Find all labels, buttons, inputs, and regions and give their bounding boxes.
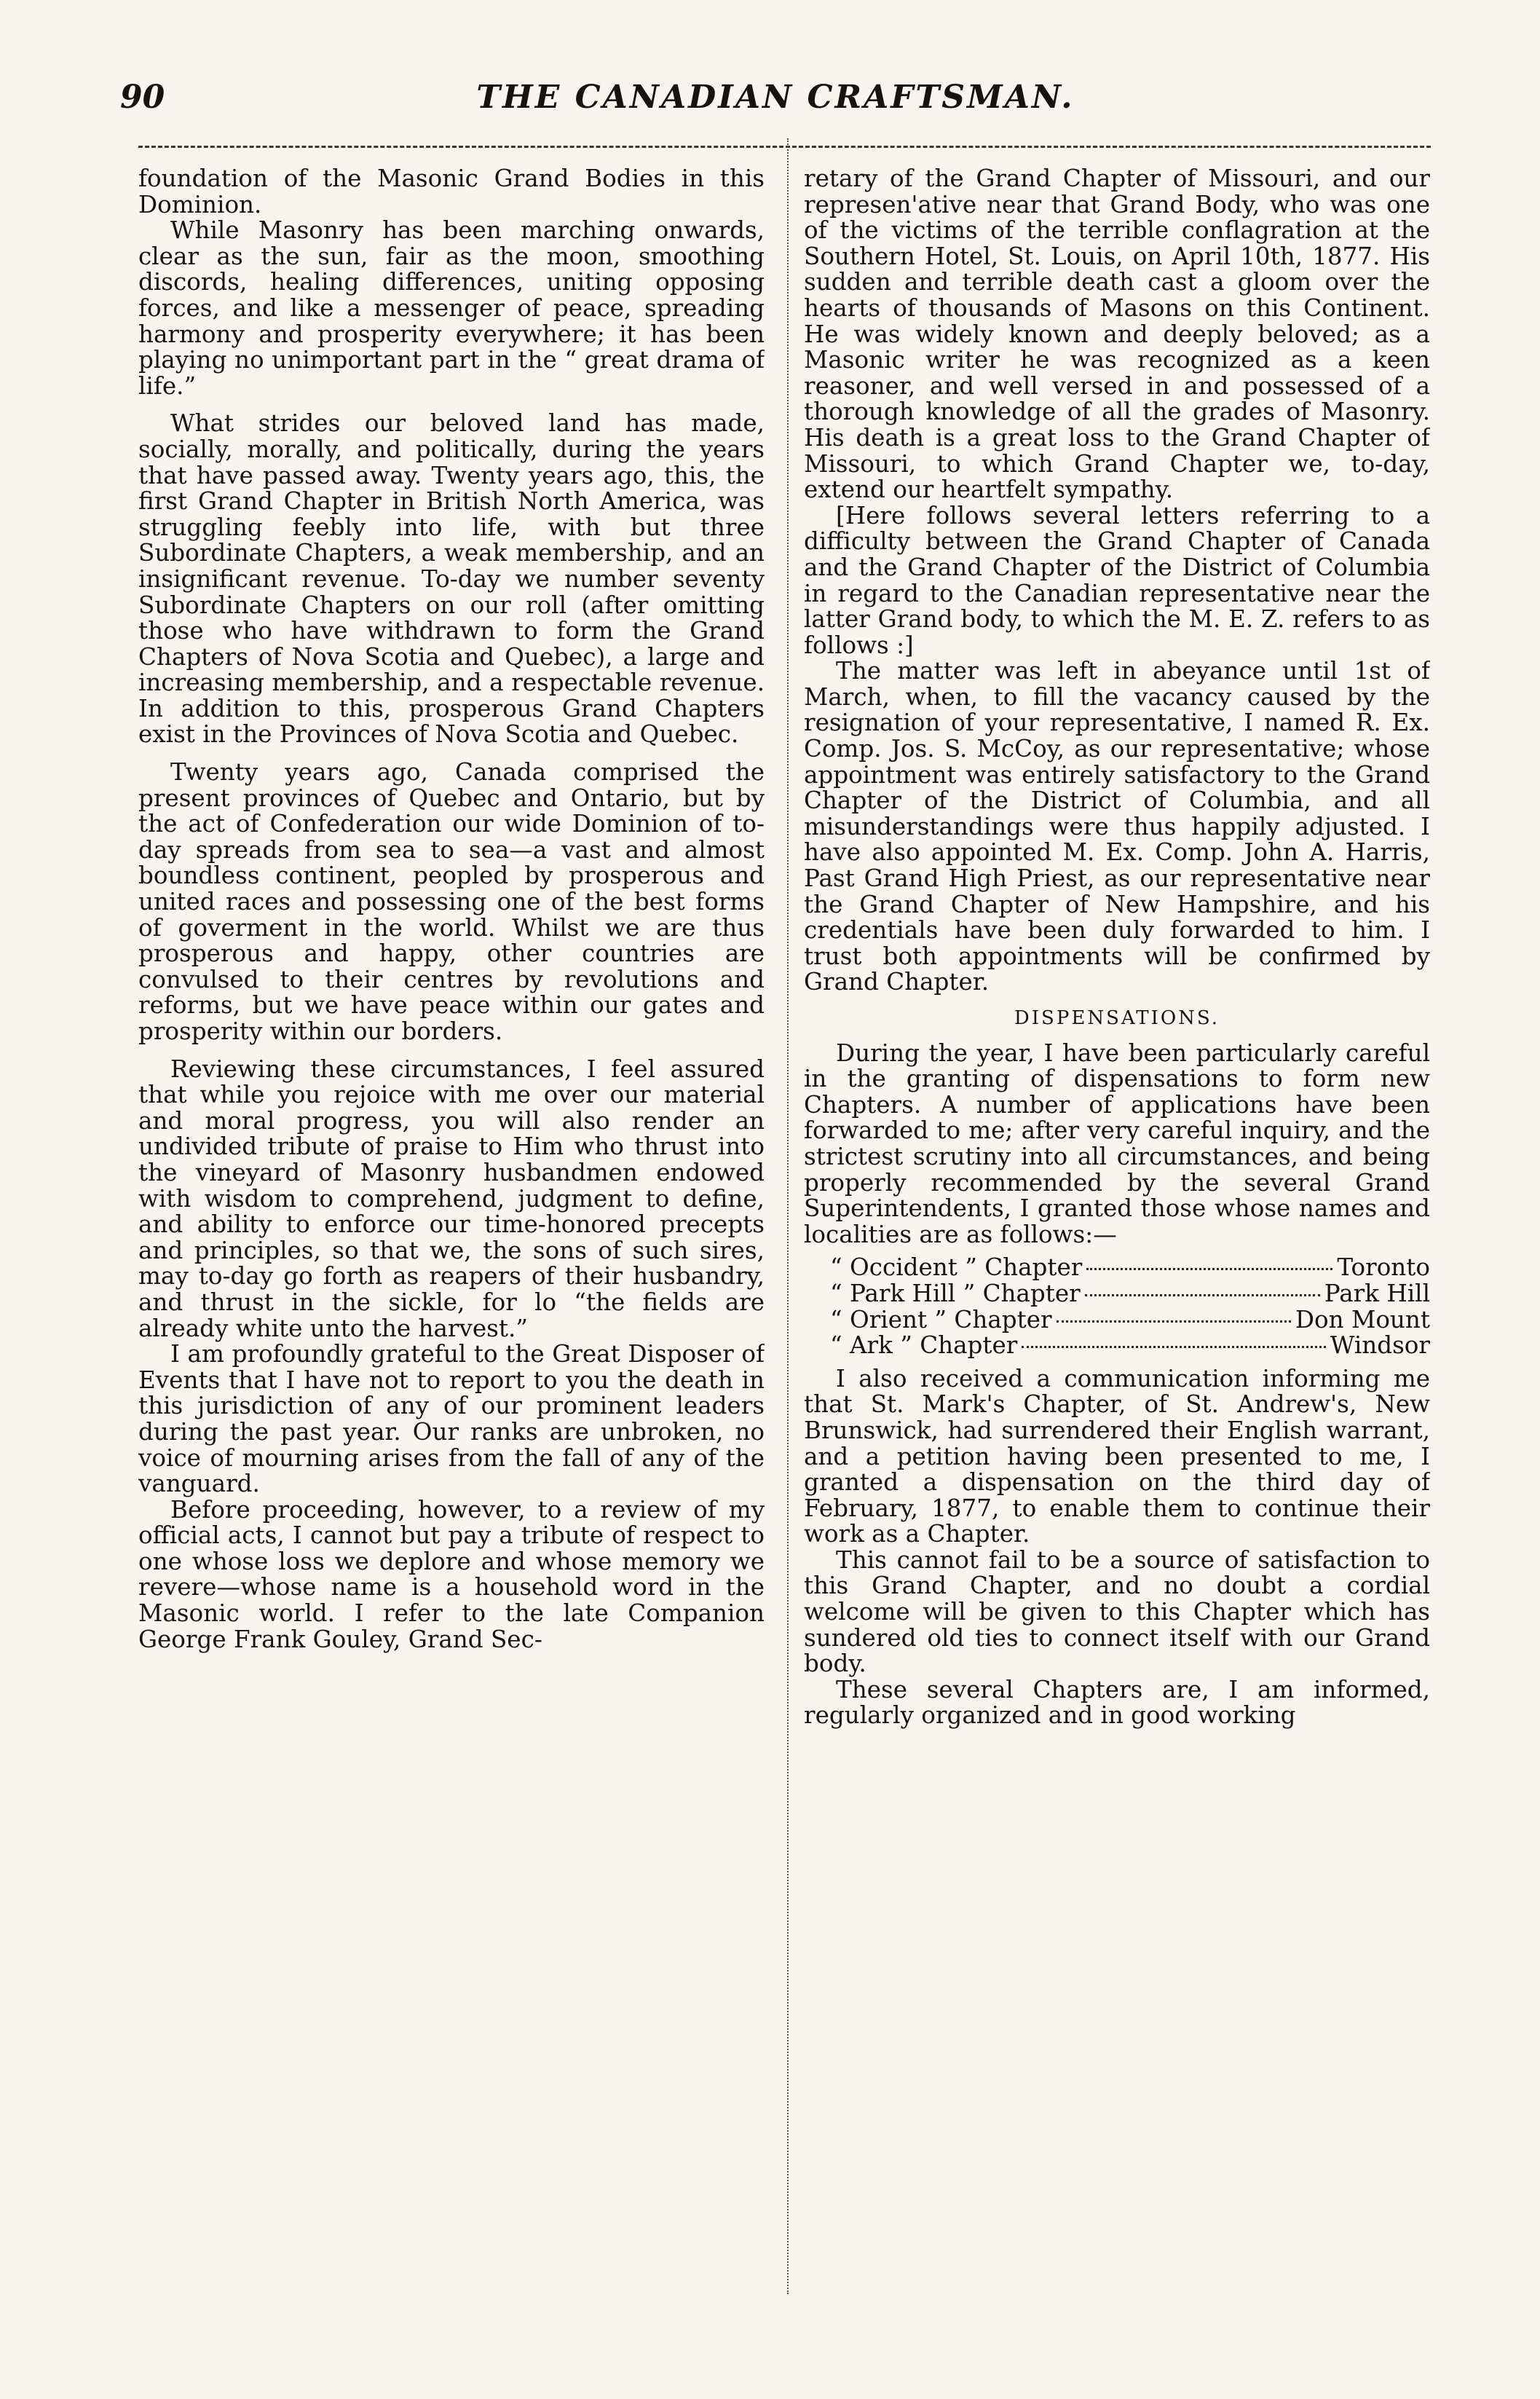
chapter-location: Park Hill [1324,1279,1430,1307]
chapter-name: “ Park Hill ” Chapter [830,1279,1081,1307]
paragraph: These several Chapters are, I am informed, regularly organized and in good working [804,1675,1430,1730]
paragraph: Before proceeding, however, to a review of my official acts, I cannot but pay a tribute of respect to one whose loss we deplore and whose memory we revere—whose name is a household word in the Masonic world. I refer to the late Companion George Frank Gouley, Grand Sec- [138,1495,765,1653]
paragraph: foundation of the Masonic Grand Bodies in this Dominion. [138,166,765,218]
running-title: THE CANADIAN CRAFTSMAN. [476,79,1075,116]
header-rule [138,146,1431,148]
list-item [804,1307,1430,1334]
chapter-name: “ Ark ” Chapter [830,1331,1018,1360]
paragraph: During the year, I have been particularly careful in the granting of dispensations to form new Chapters. A number of applications have been forwarded to me; after very careful inquiry, and the strictest scrutiny into all circumstances, and being properly recommended by the several Grand Superintendents, I granted those whose names and localities are as follows:— [804,1039,1430,1248]
page-number: 90 [120,79,165,116]
paragraph: While Masonry has been marching onwards, clear as the sun, fair as the moon, smoothing discords, healing differences, uniting opposing forces, and like a messenger of peace, spreading harmony and prosperity everywhere; it has been playing no unimportant part in the “ great drama of life.” [138,216,765,400]
chapter-location: Don Mount [1295,1305,1430,1334]
section-heading: DISPENSATIONS. [1014,1007,1220,1029]
chapter-location: Toronto [1337,1253,1430,1282]
right-column [804,166,1430,2315]
list-item [804,1281,1430,1307]
chapter-name: “ Occident ” Chapter [830,1253,1083,1282]
page-header [120,79,1431,130]
left-column [138,166,765,2315]
leader-dots [1022,1346,1326,1348]
paragraph: What strides our beloved land has made, socially, morally, and politically, during the years that have passed away. Twenty years ago, this, the first Grand Chapter in British North America, was struggling feebly into life, with but three Subordinate Chapters, a weak membership, and an insignificant revenue. To-day we number seventy Subordinate Chapters on our roll (after omitting those who have withdrawn to form the Grand Chapters of Nova Scotia and Quebec), a large and increasing membership, and a respectable revenue. In addition to this, prosperous Grand Chapters exist in the Provinces of Nova Scotia and Quebec. [138,409,765,749]
column-divider [787,138,789,2294]
list-item [804,1255,1430,1281]
paragraph: This cannot fail to be a source of satisfaction to this Grand Chapter, and no doubt a cordial welcome will be given to this Chapter which has sundered old ties to connect itself with our Grand body. [804,1545,1430,1678]
paragraph: [Here follows several letters referring to a difficulty between the Grand Chapter of Canada and the Grand Chapter of the District of Columbia in regard to the Canadian representative near the latter Grand body, to which the M. E. Z. refers to as follows :] [804,501,1430,659]
paragraph: Reviewing these circumstances, I feel assured that while you rejoice with me over our material and moral progress, you will also render an undivided tribute of praise to Him who thrust into the vineyard of Masonry husbandmen endowed with wisdom to comprehend, judgment to define, and ability to enforce our time-honored precepts and principles, so that we, the sons of such sires, may to-day go forth as reapers of their husbandry, and thrust in the sickle, for lo “the fields are already white unto the harvest.” [138,1055,765,1342]
chapter-location: Windsor [1330,1331,1430,1360]
leader-dots [1057,1320,1291,1323]
paragraph: Twenty years ago, Canada comprised the present provinces of Quebec and Ontario, but by the act of Confederation our wide Dominion of to-day spreads from sea to sea—a vast and almost boundless continent, peopled by prosperous and united races and possessing one of the best forms of goverment in the world. Whilst we are thus prosperous and happy, other countries are convulsed to their centres by revolutions and reforms, but we have peace within our gates and prosperity within our borders. [138,758,765,1045]
list-item [804,1333,1430,1359]
chapter-name: “ Orient ” Chapter [830,1305,1052,1334]
chapter-list [804,1255,1430,1358]
leader-dots [1086,1268,1332,1270]
paragraph: The matter was left in abeyance until 1st of March, when, to fill the vacancy caused by the resignation of your representative, I named R. Ex. Comp. Jos. S. McCoy, as our representative; whose appointment was entirely satisfactory to the Grand Chapter of the District of Columbia, and all misunderstandings were thus happily adjusted. I have also appointed M. Ex. Comp. John A. Harris, Past Grand High Priest, as our representative near the Grand Chapter of New Hampshire, and his credentials have been duly forwarded to him. I trust both appointments will be confirmed by Grand Chapter. [804,657,1430,996]
leader-dots [1085,1294,1320,1296]
paragraph: I also received a communication informing me that St. Mark's Chapter, of St. Andrew's, New Brunswick, had surrendered their English warrant, and a petition having been presented to me, I granted a dispensation on the third day of February, 1877, to enable them to continue their work as a Chapter. [804,1364,1430,1548]
paragraph: retary of the Grand Chapter of Missouri, and our represen'ative near that Grand Body, who was one of the victims of the terrible conflagration at the Southern Hotel, St. Louis, on April 10th, 1877. His sudden and terrible death cast a gloom over the hearts of thousands of Masons on this Continent. He was widely known and deeply beloved; as a Masonic writer he was recognized as a keen reasoner, and well versed in and possessed of a thorough knowledge of all the grades of Masonry. His death is a great loss to the Grand Chapter of Missouri, to which Grand Chapter we, to-day, extend our heartfelt sympathy. [804,166,1430,504]
paragraph: I am profoundly grateful to the Great Disposer of Events that I have not to report to you the death in this jurisdiction of any of our prominent leaders during the past year. Our ranks are unbroken, no voice of mourning arises from the fall of any of the vanguard. [138,1340,765,1498]
